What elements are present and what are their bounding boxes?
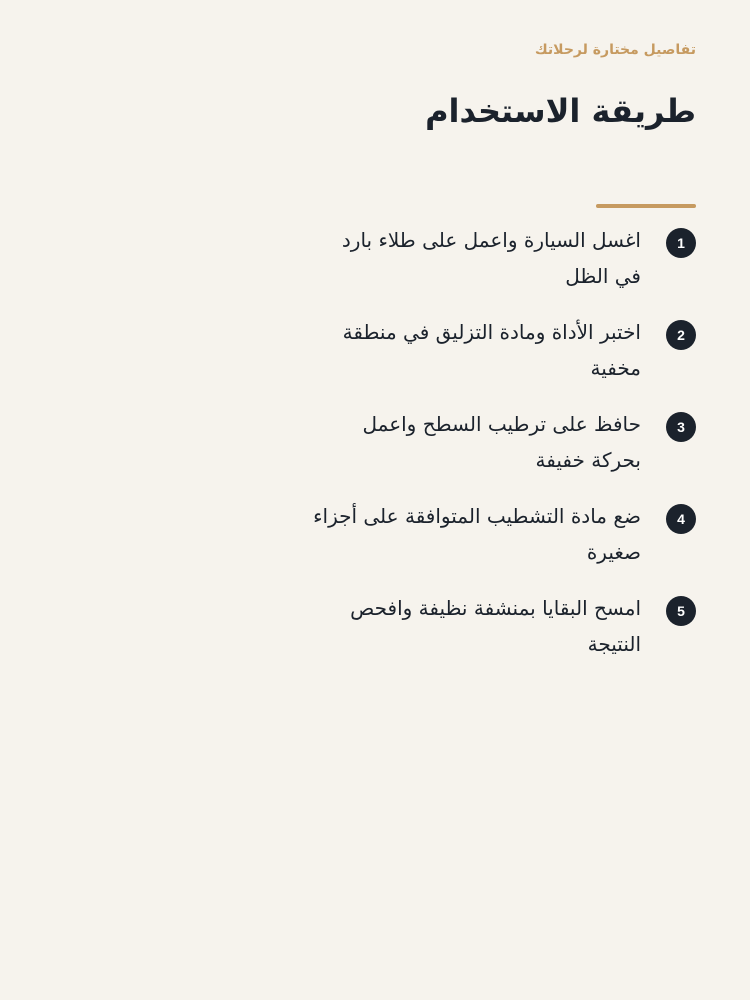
step-text: اختبر الأداة ومادة التزليق في منطقة مخفية — [342, 320, 641, 380]
step-number-badge: 4 — [666, 504, 696, 534]
step-item — [296, 590, 696, 662]
step-number-badge: 1 — [666, 228, 696, 258]
step-item — [296, 406, 696, 478]
step-number-badge: 5 — [666, 596, 696, 626]
accent-divider — [596, 204, 696, 208]
step-text: اغسل السيارة واعمل على طلاء بارد في الظل — [341, 228, 641, 288]
page-eyebrow: تفاصيل مختارة لرحلاتك — [534, 42, 696, 58]
step-text: امسح البقايا بمنشفة نظيفة وافحص النتيجة — [350, 596, 641, 656]
step-text: ضع مادة التشطيب المتوافقة على أجزاء صغيرة — [313, 504, 641, 564]
step-number-badge: 2 — [666, 320, 696, 350]
steps-list — [296, 222, 696, 682]
step-item — [296, 222, 696, 294]
step-number-badge: 3 — [666, 412, 696, 442]
step-item — [296, 314, 696, 386]
page-content — [54, 0, 696, 1000]
step-item — [296, 498, 696, 570]
page-title: طريقة الاستخدام — [425, 92, 696, 130]
step-text: حافظ على ترطيب السطح واعمل بحركة خفيفة — [362, 412, 641, 472]
